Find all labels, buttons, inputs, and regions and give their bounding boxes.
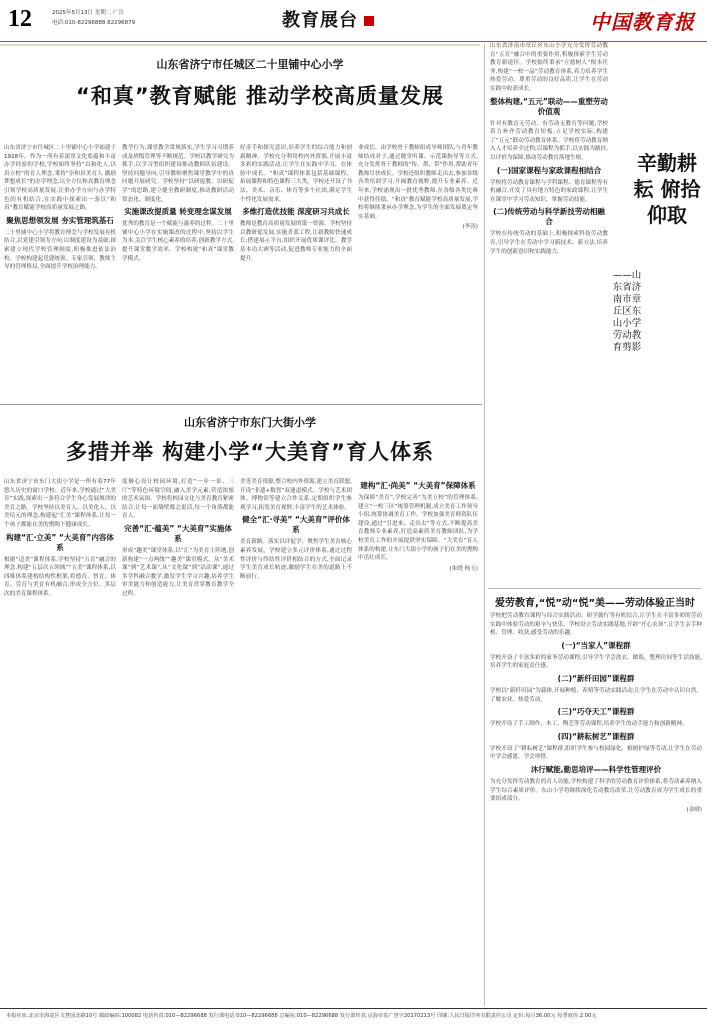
article2-subheading-3: 健全“汇·寻美” “大美育”评价体系 [242,515,350,535]
masthead [0,0,707,42]
article3-subheading-3: (二)传统劳动与科学新技劳动相融合 [493,207,605,227]
article1-paragraph: 二十里铺中心小学将教育理念与学校发展有机结合,以党建引领为方向,以制度建设为基础,探索建立现代学校管理制度,积极推进依法治校。学校构建起党建统领、专家引领、教师主导的管理格局,全面提升学校治理能力。 [4,229,116,271]
article1-paragraph: 教师是教育高质量发展的第一资源。学校坚持以教研促发展,实施青蓝工程,让新教师快速成长;搭建展示平台,组织开展优质课评比、教学基本功大赛等活动,促进教师专业能力的全面提升。 [240,221,352,262]
article3-paragraph: 学校在传统劳动的基础上,积极探索科技劳动教育,引导学生在劳动中学习新技术、新方法,培养学生的创新意识和实践能力。 [490,231,608,255]
article2-column-1 [4,478,116,1008]
article4-subheading-2: (二)“新纤田园”课程群 [557,673,635,683]
article2-paragraph: 美等美育资源,整合校内外资源,建立美育联盟,开设“非遗+数智”双速道模式。学校与艺术团体、博物馆等建立合作关系,定期组织学生参观学习,拓宽美育视野,丰富学生的艺术体验。 [240,479,352,511]
page-number: 12 [8,6,32,32]
issue-date: 2025年5月13日 星期二 广告 [52,10,124,16]
article4-paragraph: 学校开设了手工制作、木工、陶艺等劳动课程,培养学生的动手能力和创新精神。 [490,721,688,728]
article4-subheading-3: (三)“巧夺天工”课程群 [557,707,635,717]
article3-paragraph: 学校将劳动教育课程与学科课程、德育课程等有机融合,开发了具有地方特色的家政课程,让学生在课堂中学习劳动知识、掌握劳动技能。 [490,179,608,203]
article4-byline: (金晴) [686,806,702,813]
article4-body [490,612,702,1008]
article4-subheading-1: (一)“当家人”课程群 [561,640,631,650]
section-marker-icon [364,16,374,26]
article3-paragraph: 针对有教育无劳动、有劳动无教育等问题,学校着力补齐劳动教育短板,立足学校实际,构建了“五元”联动劳动教育体系。学校将劳动教育纳入人才培养全过程,以课程为抓手,以实践为路径,以评价为保障,推动劳动教育落地生根。 [490,120,608,161]
article3-intro: 山东省济南市章丘区东山小学充分发挥劳动教育“五育”融合中的重要作用,积极探索学生劳动教育新途径。学校始终秉承“立德树人”根本任务,构建“一校一品”劳动教育体系,着力培养学生热爱劳动、尊重劳动的良好品质,让学生在劳动实践中收获成长。 [490,43,608,92]
article1-column-4 [358,144,478,388]
article1-paragraph: 教学行为,课堂教学常规落实,学生学习习惯养成及班级管理等不断规范。学校以教学研究为抓手,以学习型组织建设推动教师队伍建设。坚持问题导向,引导教师聚焦课堂教学中的真问题开展研究。学校坚持“以研促教、以研促学”的思路,建立健全教研制度,推动教研活动常态化、制度化。 [122,145,234,203]
article2-paragraph: 形成“趣美”课堂体系,以“汇”为美育主阵地,创新构建“一点两线”“趣美”课堂模式。从“美术课”到“艺术课”,从“文化课”到“活动课”,通过多学科融合教学,激发学生学习兴趣,培养学生审美能力和创造能力,让美育贯穿教育教学全过程。 [122,547,234,597]
article-separator [0,404,482,405]
article2-byline: (朱晓 杨玉) [449,565,478,572]
article4-paragraph: 为充分发挥劳动教育的育人功能,学校构建了科学的劳动教育评价体系,将劳动素养纳入学生综合素质评价。东山小学将继续深化劳动教育改革,让劳动教育成为学生成长的重要组成部分。 [490,778,702,803]
article1-subheading-2: 实施课改提质量 转变理念谋发展 [124,207,232,217]
article2-subheading-1: 构建“汇·立美” “大美育”内容体系 [6,532,114,552]
article1-paragraph: 业成长。由学校骨干教师组成导师团队,与青年教师结成对子,通过随堂听课、示范课指导等方式,充分发挥骨干教师的“传、帮、带”作用,帮助青年教师尽快成长。学校还组织教师走出去,参加各级各类培训学习,开阔教育视野,提升专业素养。近年来,学校涌现出一批优秀教师,在各级各类比赛中获得佳绩。“和真”教育赋能学校高质量发展,学校将继续秉承办学理念,为学生的全面发展奠定坚实基础。 [358,145,478,220]
article2-subheading-2: 完善“汇·蕴美” “大美育”实施体系 [124,523,232,543]
article4-headline: 爱劳教育,“悦”动“悦”美——劳动体验正当时 [494,598,696,609]
contact-phone: 电话:010-82296888 82296879 [52,20,136,26]
article1-paragraph: 山东省济宁市任城区二十里铺中心小学始建于1928年。作为一所有着深厚文化底蕴和丰富办学经验的学校,学校始终坚持“以和化人,以真立校”的育人理念,秉持“崇和真美育人 激励梦想成长”的办学理念,以全方位和真教育理念引领学校高质量发展,注重办学方向与办学特色的有机结合,在实践中探索出一条以“和真”教育赋能学校高质量发展之路。 [4,145,116,212]
article1-byline: (李涛) [462,224,478,231]
article4-subheading-4: (四)“耕耘树艺”课程群 [557,731,635,741]
article4-paragraph: 学校以“新纤田园”为载体,开展种植、养殖等劳动实践活动,让学生在劳动中认识自然、了解农业、热爱劳动。 [490,687,702,703]
article3-headline: 辛勤耕耘 俯拾仰取 [633,151,701,227]
article2-paragraph: 为保障“美育”,学校完善“为美立校”的管理体系,建立“一校三区”统筹管理机制,成立美育工作领导小组,统筹协调美育工作。学校加强美育师资队伍建设,通过“引进来、走出去”等方式,不断提高美育教师专业素养,打造高素质美育教师团队,为学校美育工作的开展提供坚实保障。“大美育”育人体系的构建,让东门大街小学的孩子们在美的熏陶中茁壮成长。 [358,495,478,562]
article3-subheading-2: (一)国家课程与家政课程相结合 [496,165,602,175]
article2-headline: 多措并举 构建小学“大美育”育人体系 [66,440,434,464]
article2-paragraph: 山东省济宁市东门大街小学是一所有着77年悠久历史的窗口学校。近年来,学校通过“大美育”实践,探索出一条符合学生身心发展规律的美育之路。学校坚持以美育人、以美化人、以美培元的理念,构建起“汇美”课程体系,让每一个孩子都能在美的熏陶下健康成长。 [4,479,116,528]
article3-kicker: ——山东省济南市章丘区东山小学劳动教育剪影 [612,270,642,353]
article2-kicker: 山东省济宁市东门大街小学 [184,416,316,429]
article3-column-1 [490,42,608,582]
article1-column-1 [4,144,116,388]
paper-logo: 中国教育报 [590,10,695,34]
article1-paragraph: 好奇手和探究意识,培养学生的综合能力和创新精神。学校充分利用校内外资源,开展丰富多彩的实践活动,让学生在实践中学习、在体验中成长。“和真”课程体系包括基础课程、拓展课程和特色课程三大类。学校还开设了书法、美术、音乐、体育等多个社团,满足学生个性化发展需求。 [240,145,352,203]
article2-paragraph: 度极心设计校园环境,打造“一步一景、三厅”等特色环境空间,融入美学元素,营造浓郁的艺术氛围。学校将校园文化与美育教育紧密结合,让每一面墙壁都会说话,每一个角落都能育人。 [122,479,234,520]
article4-paragraph: 学校开设了“耕耘树艺”课程群,组织学生参与校园绿化、植树护绿等劳动,让学生在劳动中学会感恩、学会珍惜。 [490,745,702,761]
article2-column-2 [122,478,234,1008]
article4-paragraph: 学校把劳动教育课程与综合实践活动、研学旅行等有机结合,让学生在丰富多彩的劳动实践中体验劳动的艰辛与快乐。学校设立劳动实践基地,开辟“开心农场”,让学生亲手种植、管理、收获,感受劳动的乐趣。 [490,613,702,637]
page-footer: 本报社址:北京市海淀区文慧园北路10号 邮政编码:100082 电话传真:010—82296688 发行部电话:010—82296688 总编室:010—82296688 发行部传真:京海市监广登字20170213号 印刷:人民日报印务有限责任公司 定价:每月36.00元 每季度价:2.00元 [0,1008,707,1024]
article2-column-4 [358,478,478,1008]
article1-column-2 [122,144,234,388]
section-title [282,6,374,32]
top-divider [0,44,480,46]
article1-headline: “和真”教育赋能 推动学校高质量发展 [76,84,444,108]
article1-kicker: 山东省济宁市任城区二十里铺中心小学 [156,58,344,71]
article1-paragraph: 优秀的教育是一个赋能与滋养的过程。二十里铺中心小学在实施课改的过程中,坚持以学生为本,关注学生核心素养的培养,创新教学方式,提升课堂教学效率。学校构建“和真”课堂教学模式。 [122,221,234,262]
article-separator [488,588,702,589]
article3-subheading-1: 整体构建,“五元”联动——重塑劳动价值观 [490,96,608,116]
article2-subheading-4: 建构“汇·尚美” “大美育”保障体系 [360,481,476,490]
article1-subheading-1: 聚焦思想领发展 夯实管理筑基石 [6,215,114,225]
article4-paragraph: 学校开设了丰富多彩的家务劳动课程,引导学生学会洗衣、做饭、整理房间等生活技能,培养学生的家庭责任感。 [490,654,702,670]
article2-paragraph: 美育新路。落实以评促学、聚焦学生美育核心素养发展。学校建立多元评价体系,通过过程性评价与终结性评价相结合的方式,全面记录学生美育成长轨迹,激励学生在美的道路上不断前行。 [240,539,352,580]
article1-subheading-3: 多维打造优技能 深度研习共成长 [242,207,350,217]
article1-column-3 [240,144,352,388]
article4-subheading-5: 沐行赋能,勤思培评——科学性管理评价 [530,764,662,774]
article2-paragraph: 根据“适美”课程体系,学校坚持“五育”融合的理念,构建“五层次五领域”“五美”课程体系,以四维体系建构结构性框架,将德育、智育、体育、劳育与美育有机融合,形成全方位、多层次的美育课程体系。 [4,556,116,597]
column-divider [484,44,485,1006]
section-title-text: 教育展台 [282,10,358,31]
article2-column-3 [240,478,352,1008]
